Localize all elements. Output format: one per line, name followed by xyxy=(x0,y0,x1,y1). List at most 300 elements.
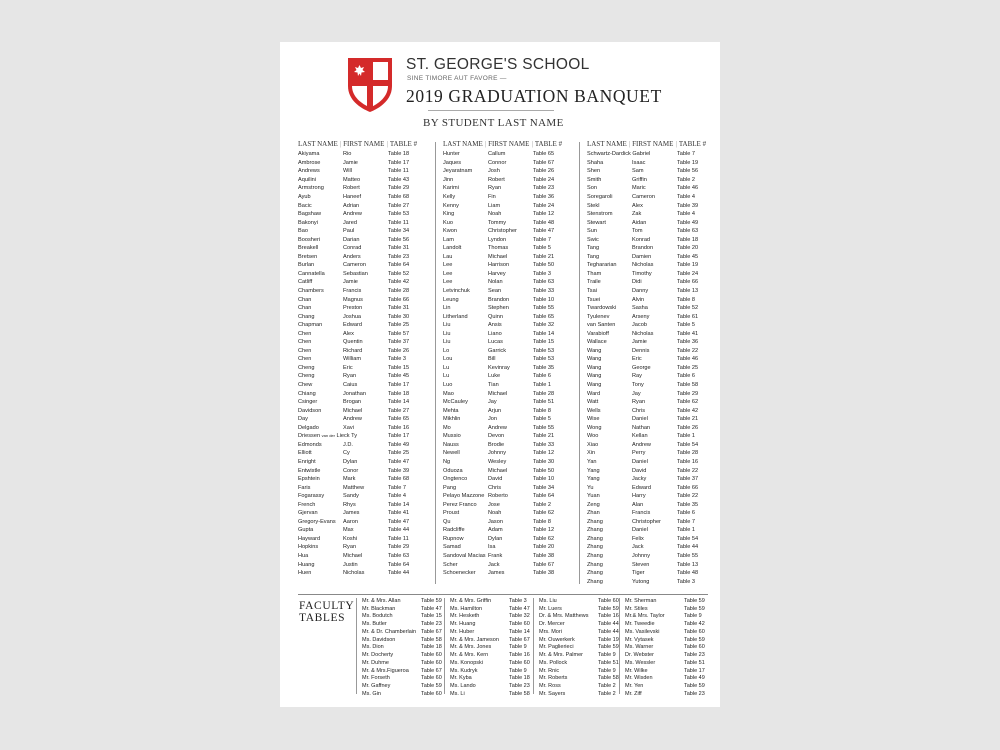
faculty-table-number: Table 58 xyxy=(509,690,530,697)
student-last-name: Tyulenev xyxy=(587,313,610,320)
student-table-number: Table 12 xyxy=(533,450,555,457)
student-last-name: Burlan xyxy=(298,262,315,269)
student-last-name: Swic xyxy=(587,236,599,243)
student-last-name: Schwartz-Dardick xyxy=(587,151,631,158)
student-row xyxy=(443,466,573,475)
student-row xyxy=(587,261,717,270)
student-row xyxy=(298,398,428,407)
student-table-number: Table 48 xyxy=(677,570,699,577)
faculty-table-number: Table 15 xyxy=(421,613,442,620)
student-first-name: Sebastian xyxy=(343,270,368,277)
student-table-number: Table 10 xyxy=(533,296,555,303)
student-seating-list xyxy=(298,138,708,586)
student-table-number: Table 66 xyxy=(677,279,699,286)
header-separator: | xyxy=(628,140,631,148)
student-table-number: Table 51 xyxy=(533,399,555,406)
student-first-name: Michael xyxy=(488,390,508,397)
faculty-row xyxy=(625,651,710,659)
student-table-number: Table 39 xyxy=(677,202,699,209)
student-first-name: Ryan xyxy=(343,373,357,380)
student-row xyxy=(443,406,573,415)
student-table-number: Table 29 xyxy=(388,185,410,192)
student-first-name: Brodie xyxy=(488,441,505,448)
student-row xyxy=(587,415,717,424)
faculty-table-number: Table 58 xyxy=(421,636,442,643)
student-row xyxy=(298,543,428,552)
student-table-number: Table 44 xyxy=(388,570,410,577)
student-last-name: Radcliffe xyxy=(443,527,465,534)
faculty-row xyxy=(362,597,447,605)
faculty-row xyxy=(450,644,535,652)
student-first-name: Eric xyxy=(343,364,353,371)
faculty-name: Mr. Vytasek xyxy=(625,636,654,643)
student-table-number: Table 56 xyxy=(677,168,699,175)
student-first-name: Jacob xyxy=(632,322,647,329)
student-last-name: Tang xyxy=(587,245,600,252)
student-first-name: Andrew xyxy=(343,416,362,423)
faculty-table-number: Table 23 xyxy=(684,652,705,659)
student-row xyxy=(587,509,717,518)
student-first-name: Bill xyxy=(488,356,496,363)
student-table-number: Table 19 xyxy=(677,159,699,166)
faculty-row xyxy=(450,613,535,621)
student-table-number: Table 47 xyxy=(388,518,410,525)
student-table-number: Table 64 xyxy=(533,493,555,500)
student-table-number: Table 2 xyxy=(677,176,696,183)
student-last-name: Oduoza xyxy=(443,467,463,474)
faculty-row xyxy=(450,597,535,605)
student-row xyxy=(298,552,428,561)
faculty-name: Ms. Bodutch xyxy=(362,613,393,620)
student-row xyxy=(298,347,428,356)
student-first-name: Jack xyxy=(488,561,500,568)
student-row xyxy=(443,218,573,227)
student-table-number: Table 58 xyxy=(677,382,699,389)
student-table-number: Table 45 xyxy=(388,373,410,380)
student-row xyxy=(443,475,573,484)
student-first-name: Magnus xyxy=(343,296,363,303)
student-table-number: Table 18 xyxy=(677,236,699,243)
student-first-name: Griffin xyxy=(632,176,647,183)
shield-crest-icon xyxy=(346,56,394,114)
student-last-name: Shaha xyxy=(587,159,604,166)
faculty-row xyxy=(625,659,710,667)
student-last-name: Zhang xyxy=(587,535,603,542)
student-row xyxy=(298,569,428,578)
faculty-name: Mr. Ziff xyxy=(625,690,642,697)
student-table-number: Table 5 xyxy=(677,322,696,329)
faculty-row xyxy=(625,628,710,636)
student-table-number: Table 20 xyxy=(677,245,699,252)
student-last-name: Lee xyxy=(443,279,453,286)
student-first-name: Robert xyxy=(343,185,360,192)
student-table-number: Table 35 xyxy=(677,501,699,508)
student-last-name: Lo xyxy=(443,347,450,354)
student-last-name: Elliott xyxy=(298,450,312,457)
student-row xyxy=(298,329,428,338)
student-last-name: Zhang xyxy=(587,578,603,585)
student-row xyxy=(587,295,717,304)
student-table-number: Table 25 xyxy=(677,364,699,371)
student-last-name: Chambers xyxy=(298,288,324,295)
faculty-table-number: Table 44 xyxy=(598,628,619,635)
faculty-row xyxy=(625,682,710,690)
student-last-name: Mao xyxy=(443,390,454,397)
student-row xyxy=(443,167,573,176)
student-last-name: Teghararian xyxy=(587,262,617,269)
faculty-table-number: Table 47 xyxy=(421,605,442,612)
student-last-name: Pelayo Mazzone xyxy=(443,493,485,500)
student-row xyxy=(443,347,573,356)
student-table-number: Table 55 xyxy=(533,305,555,312)
header-separator: | xyxy=(484,140,487,148)
student-first-name: Andrew xyxy=(632,441,651,448)
student-first-name: James xyxy=(488,570,505,577)
student-last-name: Ongtenco xyxy=(443,476,468,483)
header-first-name: FIRST NAME xyxy=(632,140,674,148)
faculty-name: Mr. Paglierieci xyxy=(539,644,574,651)
student-row xyxy=(443,415,573,424)
student-table-number: Table 25 xyxy=(388,322,410,329)
student-first-name: Anders xyxy=(343,253,361,260)
student-first-name: Jonathan xyxy=(343,390,367,397)
student-last-name: Armstrong xyxy=(298,185,324,192)
faculty-table-number: Table 51 xyxy=(684,659,705,666)
student-row xyxy=(298,227,428,236)
student-first-name: Eric xyxy=(632,356,642,363)
student-row xyxy=(298,261,428,270)
student-last-name: Lam xyxy=(443,236,454,243)
student-first-name: James xyxy=(343,510,360,517)
student-first-name: Yutong xyxy=(632,578,650,585)
student-row xyxy=(587,492,717,501)
student-last-name: Traile xyxy=(587,279,601,286)
student-row xyxy=(298,201,428,210)
student-last-name: Tham xyxy=(587,270,602,277)
student-first-name: Conor xyxy=(343,467,359,474)
faculty-name: Mr. Ouwerkerk xyxy=(539,636,575,643)
faculty-name: Ms. Gin xyxy=(362,690,381,697)
student-first-name: Callum xyxy=(488,151,506,158)
student-last-name: Gupta xyxy=(298,527,314,534)
student-row xyxy=(587,184,717,193)
student-table-number: Table 45 xyxy=(677,253,699,260)
header-first-name: FIRST NAME xyxy=(343,140,385,148)
student-first-name: Jon xyxy=(488,416,498,423)
student-row xyxy=(587,312,717,321)
student-table-number: Table 44 xyxy=(677,544,699,551)
student-row xyxy=(298,193,428,202)
student-last-name: McCauley xyxy=(443,399,468,406)
faculty-name: Mr. Docherty xyxy=(362,652,394,659)
student-row xyxy=(587,227,717,236)
student-first-name: David xyxy=(488,476,503,483)
faculty-row xyxy=(450,659,535,667)
faculty-table-number: Table 32 xyxy=(509,613,530,620)
student-first-name: Jamie xyxy=(343,279,358,286)
student-last-name: Liu xyxy=(443,322,451,329)
student-first-name: Quentin xyxy=(343,339,363,346)
student-first-name: Roberto xyxy=(488,493,508,500)
student-first-name: Aidan xyxy=(632,219,647,226)
student-row xyxy=(298,312,428,321)
student-row xyxy=(587,347,717,356)
faculty-table-number: Table 19 xyxy=(598,636,619,643)
faculty-row xyxy=(539,636,624,644)
faculty-table-number: Table 9 xyxy=(598,652,616,659)
student-row xyxy=(298,338,428,347)
student-last-name: Breakell xyxy=(298,245,319,252)
student-last-name: Liu xyxy=(443,339,451,346)
student-last-name: Perez Franco xyxy=(443,501,477,508)
student-row xyxy=(298,560,428,569)
student-last-name: Karimi xyxy=(443,185,459,192)
student-last-name: Shen xyxy=(587,168,601,175)
student-row xyxy=(443,364,573,373)
student-first-name: Lyndon xyxy=(488,236,507,243)
student-row xyxy=(443,159,573,168)
student-last-name: Liu xyxy=(443,330,451,337)
faculty-table-number: Table 18 xyxy=(509,675,530,682)
student-last-name: Yang xyxy=(587,476,600,483)
student-table-number: Table 62 xyxy=(533,535,555,542)
student-table-number: Table 66 xyxy=(677,484,699,491)
student-last-name: Letvinchuk xyxy=(443,288,470,295)
student-row xyxy=(587,398,717,407)
faculty-name: Mr. & Mrs. Griffin xyxy=(450,597,492,604)
student-table-number: Table 26 xyxy=(533,168,555,175)
student-last-name: Huen xyxy=(298,570,312,577)
faculty-row xyxy=(362,628,447,636)
faculty-table-number: Table 60 xyxy=(509,621,530,628)
student-last-name: Sandoval Macias xyxy=(443,552,486,559)
student-row xyxy=(443,492,573,501)
faculty-name: Mr. & Mrs. Jones xyxy=(450,644,492,651)
student-last-name: Tsuei xyxy=(587,296,601,303)
faculty-column xyxy=(539,597,624,698)
student-first-name: Adrian xyxy=(343,202,360,209)
student-last-name: van Santen xyxy=(587,322,616,329)
student-table-number: Table 62 xyxy=(677,399,699,406)
student-row xyxy=(298,466,428,475)
student-first-name: Alvin xyxy=(632,296,645,303)
faculty-table-number: Table 51 xyxy=(598,659,619,666)
student-last-name: Ward xyxy=(587,390,601,397)
student-first-name: Robert xyxy=(488,176,505,183)
student-last-name: Csinger xyxy=(298,399,318,406)
faculty-table-number: Table 59 xyxy=(684,683,705,690)
faculty-name: Ms. Konopski xyxy=(450,659,484,666)
student-row xyxy=(587,389,717,398)
faculty-table-number: Table 60 xyxy=(421,675,442,682)
student-table-number: Table 6 xyxy=(677,373,696,380)
student-table-number: Table 4 xyxy=(677,211,696,218)
student-first-name: Ryan xyxy=(343,544,357,551)
student-row xyxy=(298,526,428,535)
header-table: TABLE # xyxy=(534,140,563,148)
student-table-number: Table 16 xyxy=(677,458,699,465)
student-table-number: Table 14 xyxy=(533,330,555,337)
faculty-table-number: Table 17 xyxy=(684,667,705,674)
student-row xyxy=(298,167,428,176)
student-first-name: Arjun xyxy=(488,407,502,414)
student-first-name: Connor xyxy=(488,159,507,166)
student-first-name: Cameron xyxy=(343,262,367,269)
student-table-number: Table 8 xyxy=(677,296,696,303)
student-row xyxy=(443,244,573,253)
faculty-name: Mr. Gaffney xyxy=(362,683,391,690)
student-table-number: Table 6 xyxy=(533,373,552,380)
faculty-row xyxy=(625,613,710,621)
student-row xyxy=(587,150,717,159)
student-last-name: Pang xyxy=(443,484,457,491)
student-table-number: Table 33 xyxy=(533,288,555,295)
student-last-name: Soregaroli xyxy=(587,194,613,200)
student-row xyxy=(298,253,428,262)
student-row xyxy=(587,364,717,373)
faculty-name: Ms. Wessler xyxy=(625,659,656,666)
student-row xyxy=(587,321,717,330)
student-last-name: Bagshaw xyxy=(298,211,322,218)
student-table-number: Table 64 xyxy=(388,561,410,568)
faculty-column xyxy=(625,597,710,698)
student-last-name: Cannatella xyxy=(298,270,325,277)
student-table-number: Table 35 xyxy=(533,364,555,371)
student-row xyxy=(443,270,573,279)
student-first-name: Jay xyxy=(488,399,497,406)
faculty-name: Mr. Huang xyxy=(450,621,476,628)
student-row xyxy=(587,278,717,287)
faculty-table-number: Table 9 xyxy=(509,644,527,651)
student-table-number: Table 22 xyxy=(677,347,699,354)
student-table-number: Table 12 xyxy=(533,211,555,218)
student-last-name: Gregory-Evans xyxy=(298,518,336,525)
faculty-row xyxy=(625,605,710,613)
student-first-name: Nicholas xyxy=(632,330,654,337)
student-first-name: Cy xyxy=(343,450,350,457)
student-first-name: Tiger xyxy=(632,570,645,577)
faculty-row xyxy=(625,620,710,628)
student-first-name: Ryan xyxy=(632,399,646,406)
student-row xyxy=(587,406,717,415)
faculty-name: Mr. Sherman xyxy=(625,597,657,604)
student-last-name: Lau xyxy=(443,253,453,260)
student-last-name: Yang xyxy=(587,467,600,474)
student-row xyxy=(443,458,573,467)
student-row xyxy=(443,483,573,492)
student-row xyxy=(298,372,428,381)
student-table-number: Table 21 xyxy=(533,253,555,260)
student-table-number: Table 61 xyxy=(677,313,699,320)
student-row xyxy=(443,509,573,518)
faculty-table-number: Table 16 xyxy=(509,652,530,659)
student-first-name: Sasha xyxy=(632,305,648,312)
school-name: ST. GEORGE'S SCHOOL xyxy=(406,56,590,73)
student-table-number: Table 46 xyxy=(677,356,699,363)
student-first-name: Chris xyxy=(488,484,502,491)
student-first-name: Caius xyxy=(343,382,358,389)
faculty-name: Mrs. Mori xyxy=(539,628,562,635)
student-table-number: Table 12 xyxy=(533,527,555,534)
student-table-number: Table 46 xyxy=(677,185,699,192)
student-last-name: Qu xyxy=(443,518,451,525)
faculty-row xyxy=(450,690,535,698)
student-first-name: Aaron xyxy=(343,518,358,525)
student-first-name: Dylan xyxy=(343,458,358,465)
student-last-name: Chiang xyxy=(298,390,316,397)
header-separator: | xyxy=(386,140,388,148)
student-table-number: Table 14 xyxy=(388,399,410,406)
student-row xyxy=(443,432,573,441)
faculty-table-number: Table 60 xyxy=(598,597,619,604)
student-table-number: Table 31 xyxy=(388,245,410,252)
student-table-number: Table 38 xyxy=(533,552,555,559)
student-first-name: Kellan xyxy=(632,433,648,440)
student-table-number: Table 32 xyxy=(533,322,555,329)
student-last-name: Schoenecker xyxy=(443,570,476,577)
student-first-name: Timothy xyxy=(632,270,652,277)
faculty-column xyxy=(450,597,535,698)
student-table-number: Table 36 xyxy=(677,339,699,346)
student-first-name: Brandon xyxy=(632,245,654,252)
faculty-name: Ms. Li xyxy=(450,690,465,697)
student-last-name: Aquilini xyxy=(298,176,317,183)
student-first-name: Jack xyxy=(632,544,644,551)
student-last-name: Wallace xyxy=(587,339,607,346)
student-first-name: Alan xyxy=(632,501,644,508)
student-row xyxy=(587,552,717,561)
faculty-row xyxy=(450,605,535,613)
student-last-name: Enright xyxy=(298,458,316,465)
student-row xyxy=(443,253,573,262)
student-row xyxy=(298,458,428,467)
student-first-name: Dennis xyxy=(632,347,650,354)
seating-poster xyxy=(280,42,720,707)
student-row xyxy=(587,201,717,210)
faculty-row xyxy=(362,675,447,683)
faculty-row xyxy=(362,644,447,652)
faculty-name: Ms. Davidson xyxy=(362,636,396,643)
student-last-name: Wong xyxy=(587,424,602,431)
faculty-name: Ms. Kudryk xyxy=(450,667,478,674)
student-last-name: Mo xyxy=(443,424,451,431)
faculty-row xyxy=(539,613,624,621)
student-last-name: Yu xyxy=(587,484,594,491)
student-first-name: Jason xyxy=(488,518,503,525)
student-table-number: Table 64 xyxy=(388,262,410,269)
student-row xyxy=(443,381,573,390)
student-table-number: Table 23 xyxy=(533,185,555,192)
faculty-table-number: Table 18 xyxy=(421,644,442,651)
student-row xyxy=(443,312,573,321)
student-table-number: Table 3 xyxy=(388,356,407,363)
student-table-number: Table 24 xyxy=(533,202,555,209)
student-table-number: Table 7 xyxy=(677,151,696,158)
student-last-name: Sun xyxy=(587,228,597,235)
student-row xyxy=(587,270,717,279)
student-last-name: Hunter xyxy=(443,151,460,158)
faculty-name: Mr. Luers xyxy=(539,605,562,612)
faculty-name: Mr. & Mrs. Kern xyxy=(450,652,489,659)
student-table-number: Table 68 xyxy=(388,194,410,200)
student-last-name: Cheng xyxy=(298,373,315,380)
student-table-number: Table 63 xyxy=(677,228,699,235)
faculty-name: Mr. Kyba xyxy=(450,675,472,682)
student-last-name: Zhang xyxy=(587,544,603,551)
student-table-number: Table 3 xyxy=(677,578,696,585)
faculty-name: Mr. Forseth xyxy=(362,675,390,682)
student-row xyxy=(443,398,573,407)
